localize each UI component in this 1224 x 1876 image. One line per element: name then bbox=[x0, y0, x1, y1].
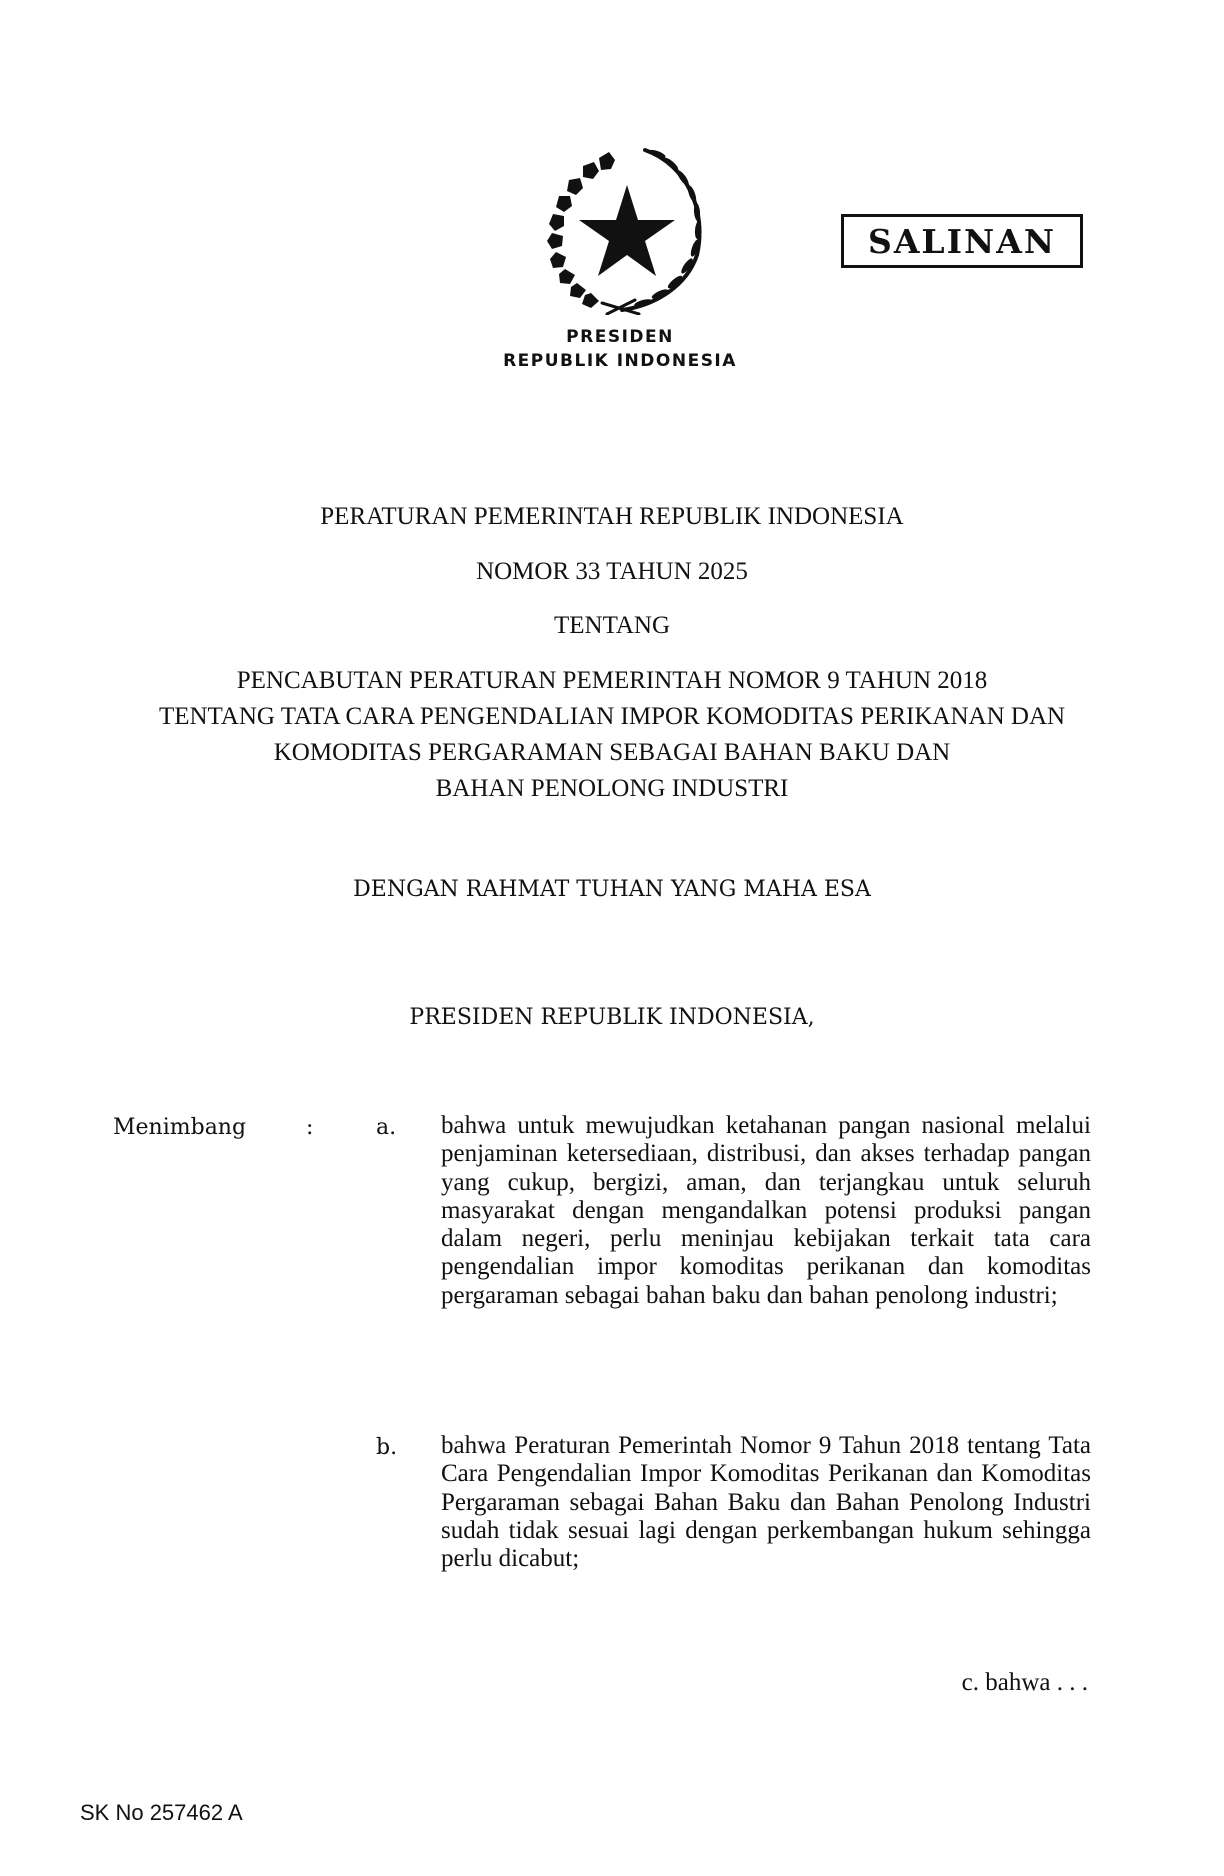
page-continuation: c. bahwa . . . bbox=[961, 1669, 1088, 1696]
regulation-number: NOMOR 33 TAHUN 2025 bbox=[476, 558, 748, 585]
issuer: PRESIDEN REPUBLIK INDONESIA, bbox=[409, 1005, 815, 1030]
consideration-a-letter: a. bbox=[376, 1115, 397, 1140]
stamp-label: SALINAN bbox=[867, 221, 1056, 261]
subject-line-2: TENTANG TATA CARA PENGENDALIAN IMPOR KOMODITAS PERIKANAN DAN bbox=[158, 703, 1066, 730]
salinan-stamp bbox=[841, 214, 1083, 268]
considerations-separator: : bbox=[306, 1115, 314, 1140]
regulation-type: PERATURAN PEMERINTAH REPUBLIK INDONESIA bbox=[320, 503, 904, 530]
sk-number: SK No 257462 A bbox=[80, 1800, 243, 1825]
subject-line-1: PENCABUTAN PERATURAN PEMERINTAH NOMOR 9 TAHUN 2018 bbox=[236, 667, 988, 694]
consideration-b-letter: b. bbox=[376, 1435, 398, 1460]
emblem-caption-presiden: PRESIDEN bbox=[566, 327, 674, 347]
consideration-b-text: bahwa Peraturan Pemerintah Nomor 9 Tahun 2018 tentang Tata Cara Pengendalian Impor Komoditas Perikanan dan Komoditas Pergaraman sebagai Bahan Baku dan Bahan Penolong Industri sudah tidak sesuai lagi dengan perkembangan hukum sehingga perlu dicabut; bbox=[441, 1432, 1091, 1573]
subject-line-4: BAHAN PENOLONG INDUSTRI bbox=[435, 775, 789, 802]
subject-line-3: KOMODITAS PERGARAMAN SEBAGAI BAHAN BAKU DAN bbox=[273, 739, 951, 766]
presidential-seal-icon bbox=[527, 140, 727, 315]
consideration-a-text: bahwa untuk mewujudkan ketahanan pangan nasional melalui penjaminan ketersediaan, distribusi, dan akses terhadap pangan yang cukup, bergizi, aman, dan terjangkau untuk seluruh masyarakat dengan mengandalkan potensi produksi pangan dalam negeri, perlu meninjau kebijakan terkait tata cara pengendalian impor komoditas perikanan dan komoditas pergaraman sebagai bahan baku dan bahan penolong industri; bbox=[441, 1112, 1091, 1309]
considerations-label: Menimbang bbox=[113, 1115, 247, 1140]
about-label: TENTANG bbox=[553, 612, 671, 639]
emblem-caption-republik-indonesia: REPUBLIK INDONESIA bbox=[503, 351, 737, 371]
invocation: DENGAN RAHMAT TUHAN YANG MAHA ESA bbox=[353, 877, 871, 902]
